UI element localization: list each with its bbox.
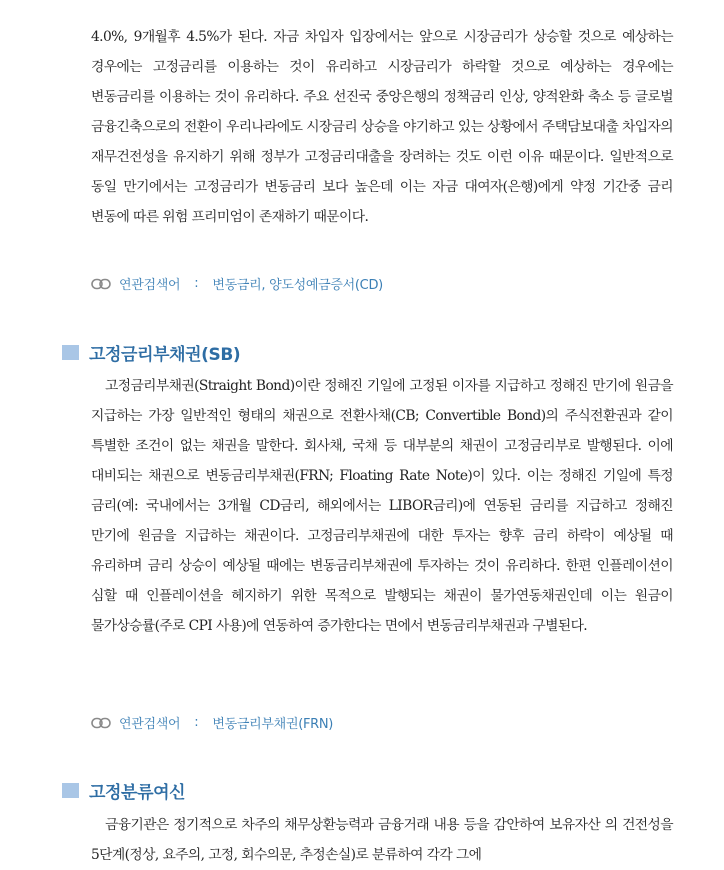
heading-marker xyxy=(62,783,79,798)
heading-marker xyxy=(62,345,79,360)
related-label: 연관검색어 xyxy=(119,278,181,293)
section-heading-fixed-classified-loan xyxy=(62,778,185,803)
paragraph-fixed-rate-continued: 4.0%, 9개월후 4.5%가 된다. 자금 차입자 입장에서는 앞으로 시장금리가 상승할 것으로 예상하는 경우에는 고정금리를 이용하는 것이 유리하고 시장금리가 하락할 것으로 예상하는 경우에는 변동금리를 이용하는 것이 유리하다. 주요 선진국 중앙은행의 정책금리 인상, 양적완화 축소 등 글로벌 금융긴축으로의 전환이 우리나라에도 시장금리 상승을 야기하고 있는 상황에서 주택담보대출 차입자의 재무건전성을 유지하기 위해 정부가 고정금리대출을 장려하는 것도 이런 이유 때문이다. 일반적으로 동일 만기에서는 고정금리가 변동금리 보다 높은데 이는 자금 대여자(은행)에게 약정 기간중 금리 변동에 따른 위험 프리미엄이 존재하기 때문이다. xyxy=(91,29,673,225)
section-title: 고정금리부채권(SB) xyxy=(89,345,241,365)
paragraph-straight-bond: 고정금리부채권(Straight Bond)이란 정해진 기일에 고정된 이자를 지급하고 정해진 만기에 원금을 지급하는 가장 일반적인 형태의 채권으로 전환사채(CB; Convertible Bond)의 주식전환권과 같이 특별한 조건이 없는 채권을 말한다. 회사채, 국채 등 대부분의 채권이 고정금리부로 발행된다. 이에 대비되는 채권으로 변동금리부채권(FRN; Floating Rate Note)이 있다. 이는 정해진 기일에 특정 금리(예: 국내에서는 3개월 CD금리, 해외에서는 LIBOR금리)에 연동된 금리를 지급하고 정해진 만기에 원금을 지급하는 채권이다. 고정금리부채권에 대한 투자는 향후 금리 하락이 예상될 때 유리하며 금리 상승이 예상될 때에는 변동금리부채권에 투자하는 것이 유리하다. 한편 인플레이션이 심할 때 인플레이션을 헤지하기 위한 목적으로 발행되는 채권이 물가연동채권인데 이는 원금이 물가상승률(주로 CPI 사용)에 연동하여 증가한다는 면에서 변동금리부채권과 구별된다. xyxy=(91,378,673,634)
related-terms[interactable]: 변동금리, 양도성예금증서(CD) xyxy=(212,278,383,293)
link-icon xyxy=(91,278,111,290)
related-search-terms xyxy=(91,713,333,732)
section-title: 고정분류여신 xyxy=(89,783,186,803)
separator: : xyxy=(194,715,199,730)
link-icon xyxy=(91,717,111,729)
paragraph-fixed-classified-loan: 금융기관은 정기적으로 차주의 채무상환능력과 금융거래 내용 등을 감안하여 보유자산 의 건전성을 5단계(정상, 요주의, 고정, 회수의문, 추정손실)로 분류하여 각각 그에 xyxy=(91,817,673,863)
related-terms[interactable]: 변동금리부채권(FRN) xyxy=(212,717,334,732)
section-heading-sb xyxy=(62,340,240,365)
related-label: 연관검색어 xyxy=(119,717,181,732)
separator: : xyxy=(194,276,199,291)
related-search-terms xyxy=(91,274,383,293)
